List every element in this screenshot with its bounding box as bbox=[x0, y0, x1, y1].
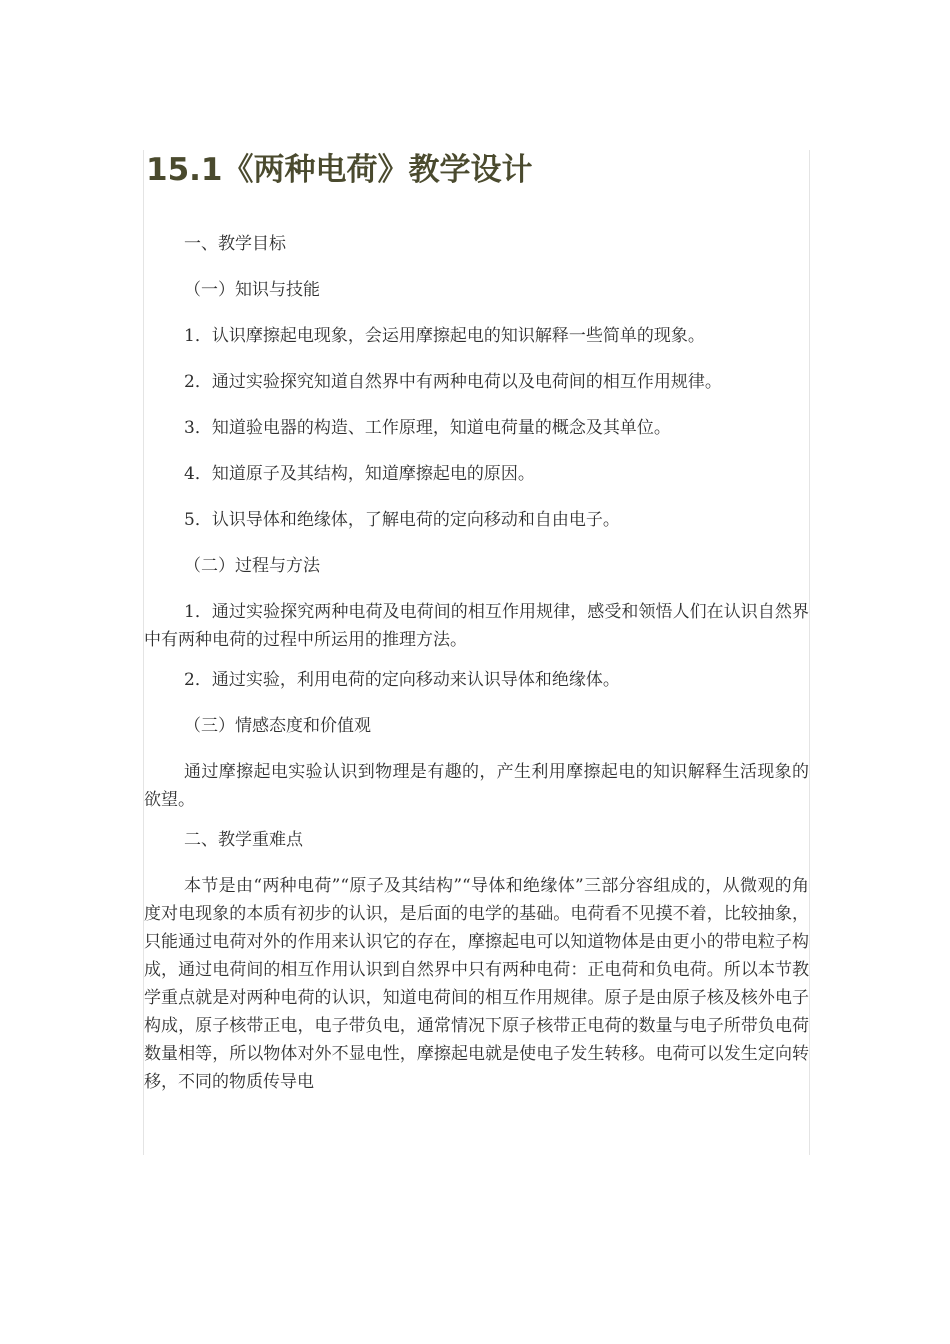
section-heading-key-points: 二、教学重难点 bbox=[184, 830, 303, 850]
subsection-heading-process: （二）过程与方法 bbox=[184, 556, 320, 576]
subsection-heading-knowledge: （一）知识与技能 bbox=[184, 280, 320, 300]
page-content-frame bbox=[143, 150, 810, 1155]
list-item: 4．知道原子及其结构，知道摩擦起电的原因。 bbox=[184, 464, 535, 484]
body-paragraph: 通过摩擦起电实验认识到物理是有趣的，产生利用摩擦起电的知识解释生活现象的欲望。 bbox=[144, 762, 809, 810]
document-body bbox=[144, 230, 809, 1108]
list-item: 2．通过实验探究知道自然界中有两种电荷以及电荷间的相互作用规律。 bbox=[184, 372, 722, 392]
document-title: 15.1《两种电荷》教学设计 bbox=[146, 152, 533, 188]
subsection-heading-attitude: （三）情感态度和价值观 bbox=[184, 716, 371, 736]
section-heading-objectives: 一、教学目标 bbox=[184, 234, 286, 254]
list-item: 1．认识摩擦起电现象，会运用摩擦起电的知识解释一些简单的现象。 bbox=[184, 326, 705, 346]
list-item: 1．通过实验探究两种电荷及电荷间的相互作用规律，感受和领悟人们在认识自然界中有两种电荷的过程中所运用的推理方法。 bbox=[144, 602, 809, 650]
list-item: 5．认识导体和绝缘体，了解电荷的定向移动和自由电子。 bbox=[184, 510, 620, 530]
list-item: 3．知道验电器的构造、工作原理，知道电荷量的概念及其单位。 bbox=[184, 418, 671, 438]
body-paragraph: 本节是由“两种电荷”“原子及其结构”“导体和绝缘体”三部分容组成的，从微观的角度对电现象的本质有初步的认识，是后面的电学的基础。电荷看不见摸不着，比较抽象，只能通过电荷对外的作用来认识它的存在，摩擦起电可以知道物体是由更小的带电粒子构成，通过电荷间的相互作用认识到自然界中只有两种电荷：正电荷和负电荷。所以本节教学重点就是对两种电荷的认识，知道电荷间的相互作用规律。原子是由原子核及核外电子构成，原子核带正电，电子带负电，通常情况下原子核带正电荷的数量与电子所带负电荷数量相等，所以物体对外不显电性，摩擦起电就是使电子发生转移。电荷可以发生定向转移，不同的物质传导电 bbox=[144, 876, 809, 1092]
list-item: 2．通过实验，利用电荷的定向移动来认识导体和绝缘体。 bbox=[184, 670, 620, 690]
